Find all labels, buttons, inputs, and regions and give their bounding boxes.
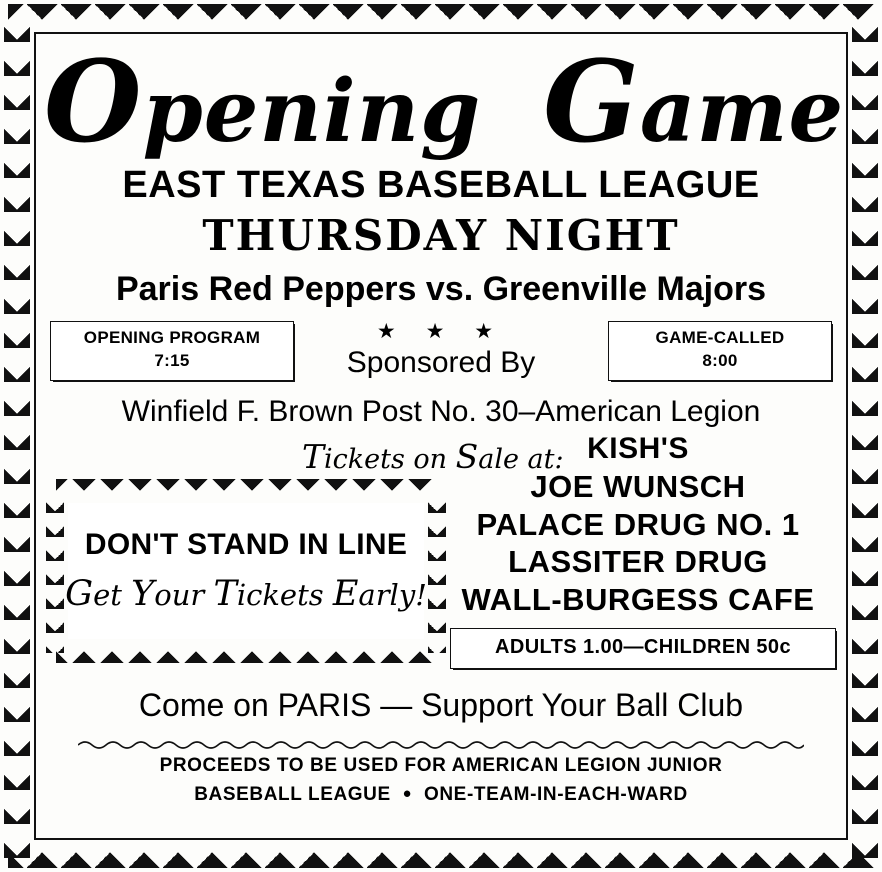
opening-program-time: 7:15 bbox=[154, 351, 190, 371]
proceeds-line-1: PROCEEDS TO BE USED FOR AMERICAN LEGION JUNIOR bbox=[159, 755, 723, 777]
list-item: JOE WUNSCH bbox=[530, 468, 746, 504]
ticket-price-box: ADULTS 1.00—CHILDREN 50c bbox=[450, 628, 836, 669]
headline-word-opening: pening bbox=[142, 61, 482, 162]
dont-stand-in-line-panel bbox=[46, 479, 446, 663]
list-item: KISH'S bbox=[587, 432, 689, 466]
tickets-cap-t: T bbox=[302, 437, 325, 477]
get-part-3: ickets bbox=[236, 578, 333, 613]
list-item: WALL-BURGESS CAFE bbox=[461, 582, 815, 618]
get-tickets-early-text bbox=[65, 574, 427, 614]
decorative-border-right bbox=[852, 8, 878, 864]
get-part-1: et bbox=[93, 578, 132, 613]
bullet-icon: ● bbox=[402, 784, 413, 802]
get-cap-t: T bbox=[213, 574, 237, 615]
panel-border-bottom bbox=[56, 643, 436, 663]
list-item: PALACE DRUG NO. 1 bbox=[476, 506, 800, 542]
decorative-border-bottom bbox=[8, 840, 874, 868]
page-title bbox=[44, 37, 845, 168]
tickets-on-sale-text2: ale at: bbox=[478, 444, 564, 476]
get-cap-g: G bbox=[65, 574, 94, 615]
decorative-border-top bbox=[8, 4, 874, 32]
opening-program-label: OPENING PROGRAM bbox=[83, 328, 261, 348]
panel-border-right bbox=[428, 489, 446, 653]
decorative-border-left bbox=[4, 8, 30, 864]
headline-word-game: ame bbox=[639, 61, 845, 162]
opening-program-box bbox=[50, 321, 294, 381]
times-and-sponsor-row bbox=[44, 315, 838, 389]
sponsor-name: Winfield F. Brown Post No. 30–American Legion bbox=[121, 395, 761, 429]
matchup-teams: Paris Red Peppers vs. Greenville Majors bbox=[115, 270, 767, 309]
proceeds-line-2 bbox=[44, 781, 838, 810]
get-cap-e: E bbox=[332, 574, 359, 615]
poster-content bbox=[44, 37, 845, 832]
event-day: THURSDAY NIGHT bbox=[202, 211, 680, 261]
wave-divider-icon bbox=[78, 739, 804, 749]
dont-stand-headline: DON'T STAND IN LINE bbox=[84, 528, 408, 562]
panel-border-top bbox=[56, 479, 436, 499]
wave-divider bbox=[78, 736, 804, 746]
game-called-box bbox=[608, 321, 832, 381]
list-item: LASSITER DRUG bbox=[508, 544, 768, 580]
game-called-label: GAME-CALLED bbox=[655, 328, 785, 348]
proceeds-line-2a: BASEBALL LEAGUE bbox=[194, 783, 391, 805]
panel-border-left bbox=[46, 489, 64, 653]
headline-cap-g: G bbox=[543, 37, 640, 168]
game-called-time: 8:00 bbox=[702, 351, 738, 371]
headline-cap-o: O bbox=[44, 37, 143, 168]
get-part-2: our bbox=[154, 578, 214, 613]
panel-inner bbox=[65, 503, 427, 639]
proceeds-note bbox=[44, 752, 838, 809]
league-name: EAST TEXAS BASEBALL LEAGUE bbox=[122, 164, 760, 207]
call-to-action: Come on PARIS — Support Your Ball Club bbox=[138, 687, 744, 724]
tickets-cap-s: S bbox=[455, 437, 479, 477]
tickets-on-sale-text1: ickets on bbox=[324, 444, 456, 476]
star-divider: ★ ★ ★ bbox=[376, 320, 506, 344]
get-cap-y: Y bbox=[131, 574, 155, 615]
get-part-4: arly! bbox=[358, 578, 427, 613]
vendor-list bbox=[440, 431, 836, 619]
tickets-section bbox=[44, 432, 838, 671]
proceeds-line-2b: ONE-TEAM-IN-EACH-WARD bbox=[423, 783, 688, 805]
sponsored-by-label: Sponsored By bbox=[346, 346, 536, 380]
